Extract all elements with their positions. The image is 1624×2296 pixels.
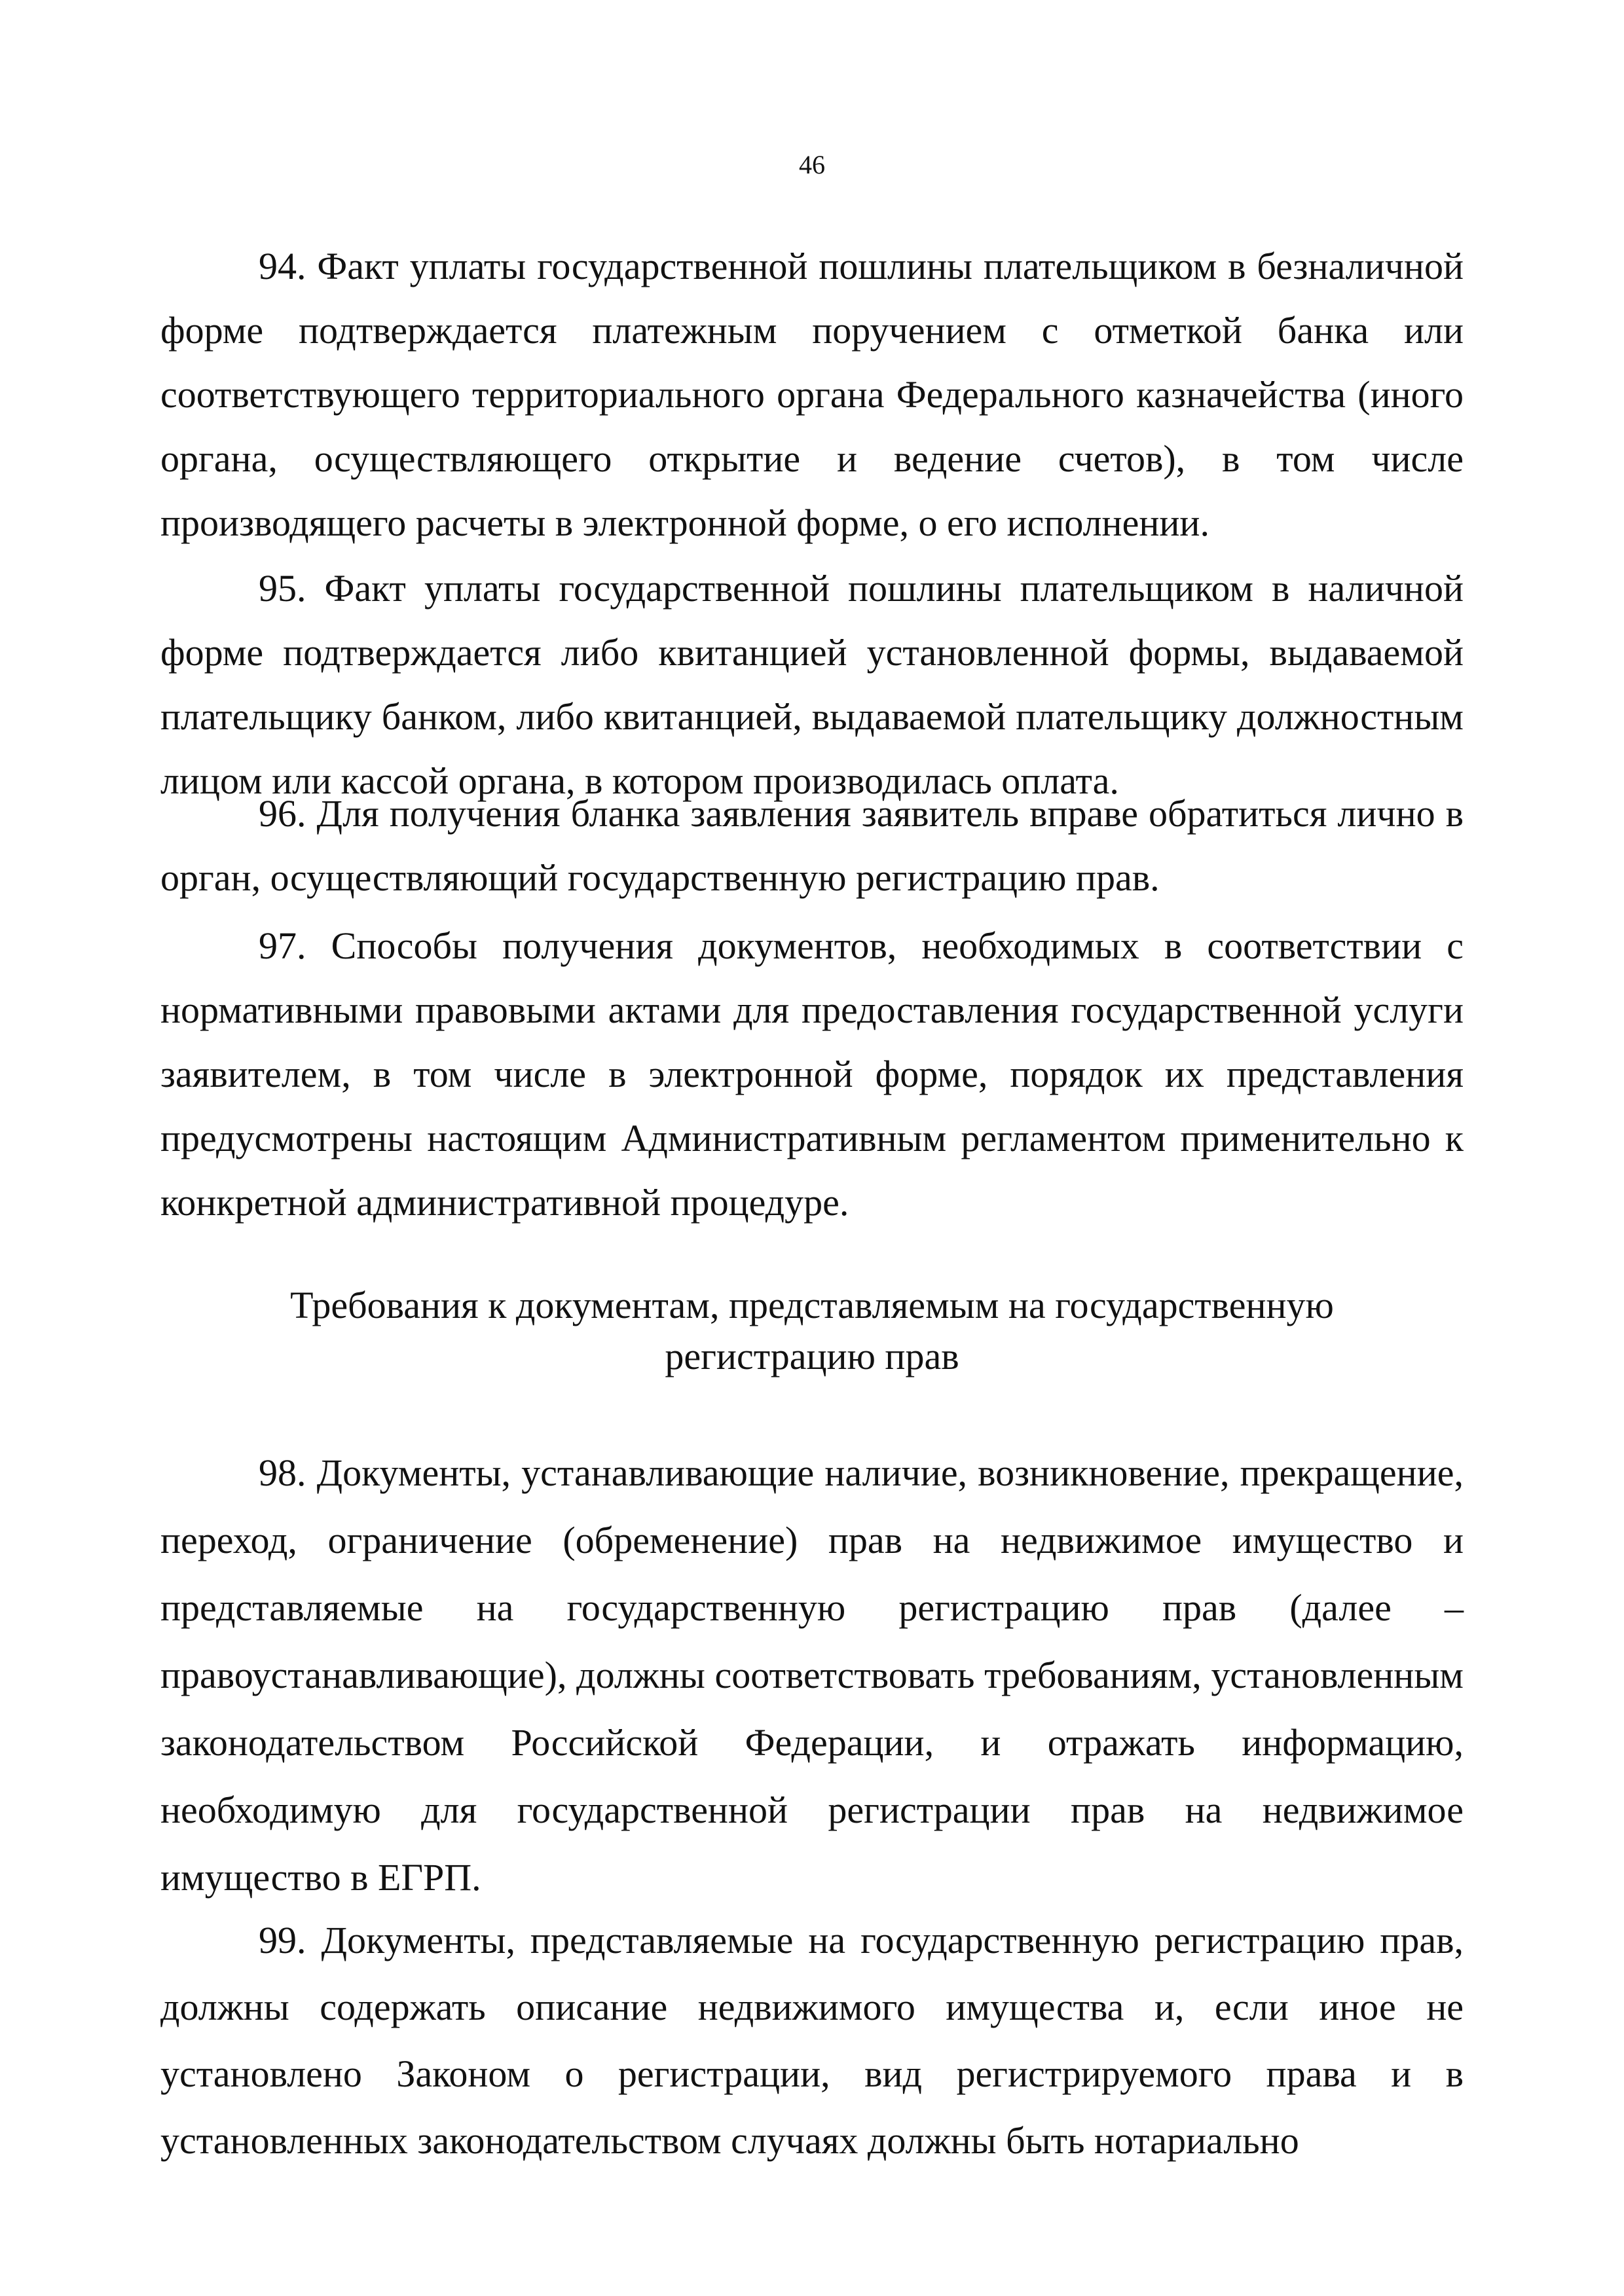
section-heading-line-1: Требования к документам, представляемым на государственную — [290, 1284, 1334, 1326]
paragraph-98: 98. Документы, устанавливающие наличие, возникновение, прекращение, переход, ограничение (обременение) прав на недвижимое имущество и представляемые на государственную регистрацию прав (далее – правоустанавливающие), должны соответствовать требованиям, установленным законодательством Российской Федерации, и отражать информацию, необходимую для государственной регистрации прав на недвижимое имущество в ЕГРП. — [160, 1451, 1464, 1899]
paragraph-99: 99. Документы, представляемые на государственную регистрацию прав, должны содержать описание недвижимого имущества и, если иное не установлено Законом о регистрации, вид регистрируемого права и в установленных законодательством случаях должны быть нотариально — [160, 1919, 1464, 2162]
section-heading-line-2: регистрацию прав — [665, 1335, 959, 1377]
paragraph-96: 96. Для получения бланка заявления заявитель вправе обратиться лично в орган, осуществляющий государственную регистрацию прав. — [160, 792, 1464, 899]
page-number: 46 — [799, 150, 825, 179]
paragraph-94: 94. Факт уплаты государственной пошлины плательщиком в безналичной форме подтверждается платежным поручением с отметкой банка или соответствующего территориального органа Федерального казначейства (иного органа, осуществляющего открытие и ведение счетов), в том числе производящего расчеты в электронной форме, о его исполнении. — [160, 245, 1464, 544]
paragraph-95: 95. Факт уплаты государственной пошлины плательщиком в наличной форме подтверждается либо квитанцией установленной формы, выдаваемой плательщику банком, либо квитанцией, выдаваемой плательщику должностным лицом или кассой органа, в котором производилась оплата. — [160, 567, 1464, 802]
section-heading — [160, 1280, 1464, 1382]
paragraph-97: 97. Способы получения документов, необходимых в соответствии с нормативными правовыми актами для предоставления государственной услуги заявителем, в том числе в электронной форме, порядок их представления предусмотрены настоящим Административным регламентом применительно к конкретной административной процедуре. — [160, 924, 1464, 1224]
